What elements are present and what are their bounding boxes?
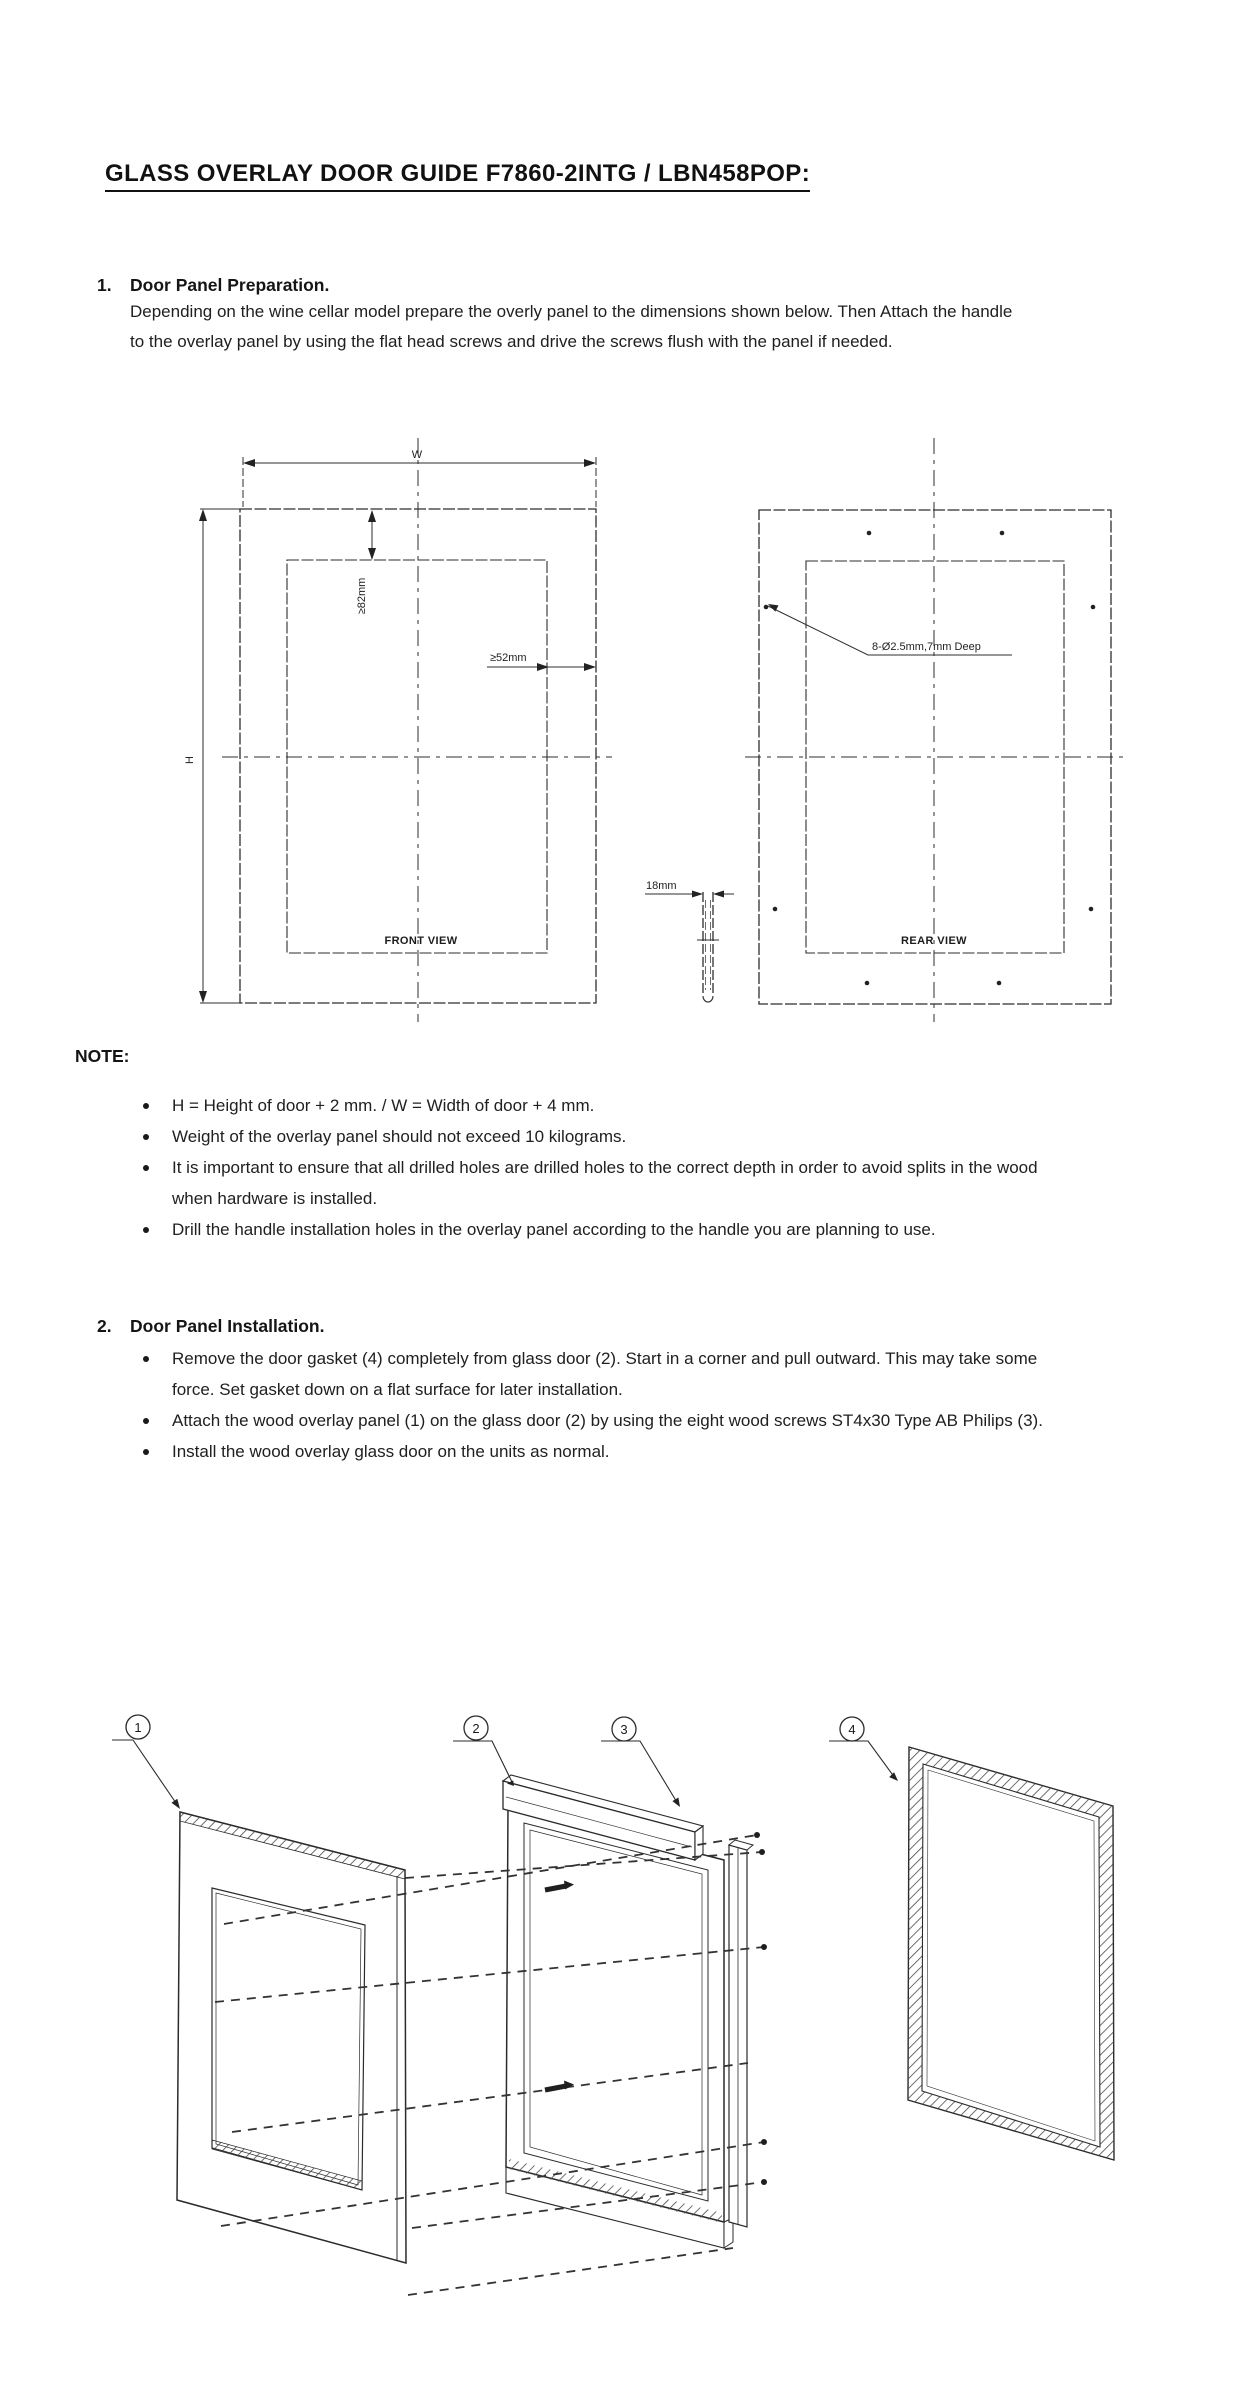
- part3-number-label: 3: [620, 1722, 628, 1737]
- drill-holes: [764, 531, 1096, 986]
- section2-heading: Door Panel Installation.: [130, 1316, 325, 1336]
- balloon-1: [112, 1715, 180, 1809]
- bullet-icon: [143, 1165, 149, 1171]
- height-dim-label: H: [184, 756, 196, 764]
- install-bullet-text: Install the wood overlay glass door on the units as normal.: [172, 1442, 610, 1461]
- note-heading: NOTE:: [75, 1046, 130, 1066]
- list-item: [140, 1214, 1045, 1245]
- bullet-icon: [143, 1356, 149, 1362]
- section2-list: [140, 1343, 1045, 1467]
- install-bullet-text: Attach the wood overlay panel (1) on the glass door (2) by using the eight wood screws ST4x30 Type AB Philips (3).: [172, 1411, 1043, 1430]
- overlay-panel-part: [177, 1812, 406, 2263]
- note-bullet-text: H = Height of door + 2 mm. / W = Width of door + 4 mm.: [172, 1096, 595, 1115]
- dim-82mm-label: ≥82mm: [356, 577, 368, 615]
- dim-52mm-label: ≥52mm: [490, 652, 527, 664]
- section1-number: 1.: [97, 275, 112, 295]
- balloon-4: [829, 1717, 898, 1781]
- bullet-icon: [143, 1134, 149, 1140]
- part4-number-label: 4: [848, 1722, 856, 1737]
- list-item: [140, 1090, 1045, 1121]
- width-dim-label: W: [411, 449, 423, 461]
- note-list: [140, 1090, 1045, 1245]
- balloon-2: [453, 1716, 514, 1786]
- section1-heading: Door Panel Preparation.: [130, 275, 330, 295]
- list-item: [140, 1343, 1045, 1405]
- list-item: [140, 1152, 1045, 1214]
- bullet-icon: [143, 1449, 149, 1455]
- rear-view-label: REAR VIEW: [901, 935, 967, 947]
- section2-number: 2.: [97, 1316, 112, 1336]
- page-title: GLASS OVERLAY DOOR GUIDE F7860-2INTG / LBN458POP:: [105, 160, 810, 192]
- part2-number-label: 2: [472, 1721, 480, 1736]
- bullet-icon: [143, 1227, 149, 1233]
- side-view-drawing: [645, 891, 734, 1003]
- panel-dimensions-drawing: [0, 430, 1240, 1050]
- exploded-assembly-drawing: [0, 1650, 1240, 2350]
- note-bullet-text: Drill the handle installation holes in the overlay panel according to the handle you are planning to use.: [172, 1220, 936, 1239]
- bullet-icon: [143, 1103, 149, 1109]
- list-item: [140, 1436, 1045, 1467]
- list-item: [140, 1121, 1045, 1152]
- door-gasket-part: [908, 1747, 1114, 2160]
- note-bullet-text: Weight of the overlay panel should not exceed 10 kilograms.: [172, 1127, 627, 1146]
- holes-callout-label: 8-Ø2.5mm,7mm Deep: [872, 641, 981, 653]
- section1-paragraph: Depending on the wine cellar model prepare the overly panel to the dimensions shown below. Then Attach the handle to the overlay panel by using the flat head screws and drive the screws flush with the panel if needed.: [130, 302, 1013, 351]
- install-bullet-text: Remove the door gasket (4) completely from glass door (2). Start in a corner and pull outward. This may take some force. Set gasket down on a flat surface for later installation.: [172, 1349, 1038, 1399]
- balloon-3: [601, 1717, 680, 1807]
- part1-number-label: 1: [134, 1720, 142, 1735]
- note-bullet-text: It is important to ensure that all drilled holes are drilled holes to the correct depth in order to avoid splits in the wood when hardware is installed.: [172, 1158, 1038, 1208]
- dim-18mm-label: 18mm: [646, 880, 677, 892]
- front-view-label: FRONT VIEW: [384, 935, 458, 947]
- bullet-icon: [143, 1418, 149, 1424]
- list-item: [140, 1405, 1045, 1436]
